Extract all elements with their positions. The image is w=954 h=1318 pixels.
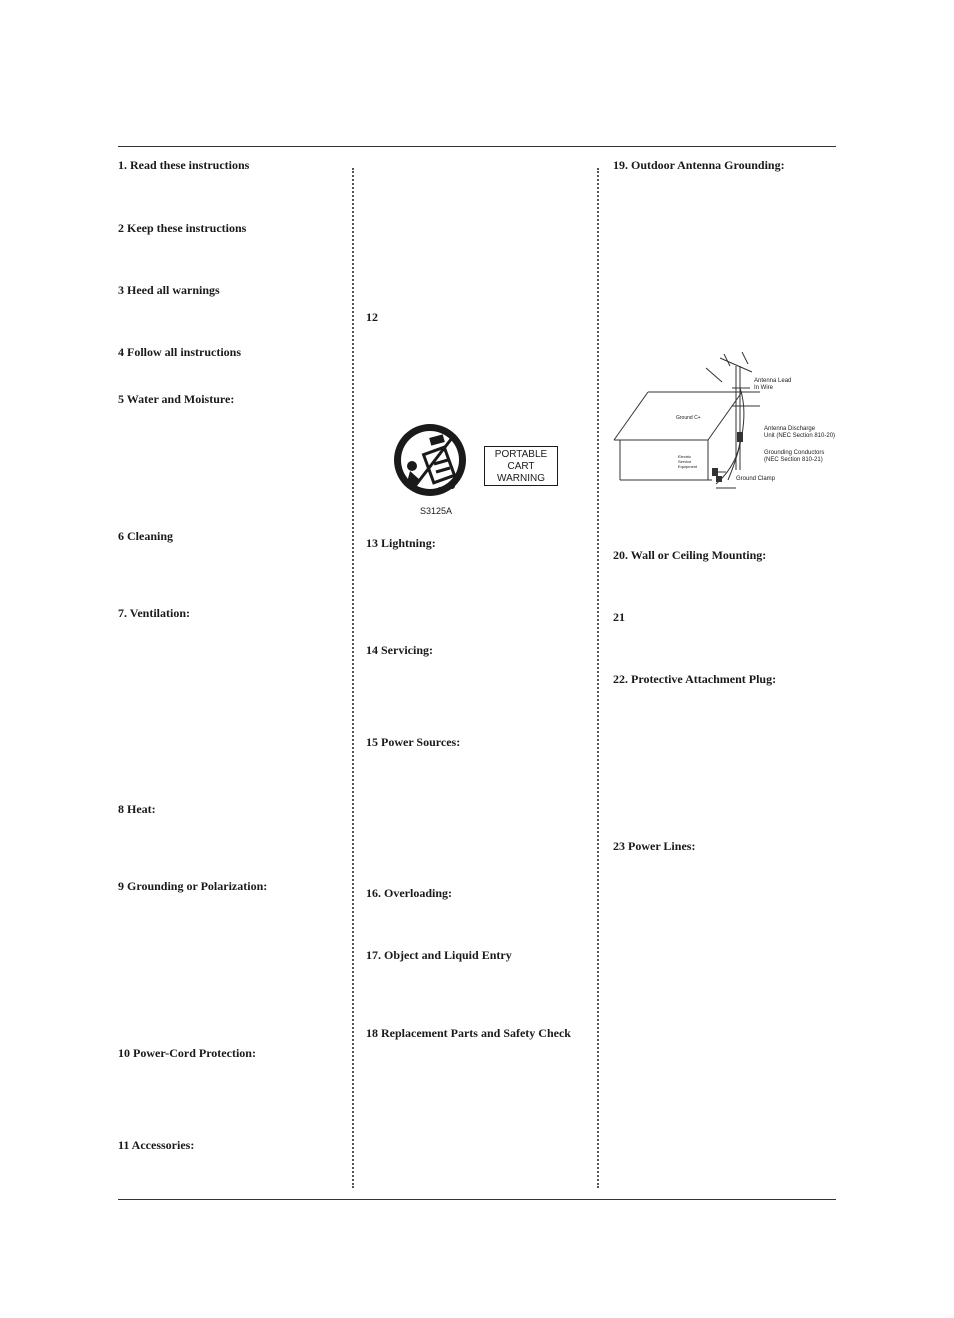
label-antenna-lead bbox=[754, 378, 791, 392]
label-ground-clamp: Ground Clamp bbox=[736, 476, 776, 482]
heading-outdoor-antenna-grounding: 19. Outdoor Antenna Grounding: bbox=[613, 158, 785, 172]
column-divider-2 bbox=[597, 168, 599, 1188]
heading-power-lines: 23 Power Lines: bbox=[613, 839, 696, 853]
label-discharge-unit bbox=[764, 426, 835, 440]
heading-cleaning: 6 Cleaning bbox=[118, 529, 174, 543]
antenna-grounding-diagram bbox=[612, 352, 838, 512]
label-conductors-2: (NEC Section 810-21) bbox=[764, 457, 823, 463]
heading-lightning: 13 Lightning: bbox=[366, 536, 436, 550]
heading-heed-warnings: 3 Heed all warnings bbox=[118, 283, 220, 297]
heading-heat: 8 Heat: bbox=[118, 802, 156, 816]
label-conductors-1: Grounding Conductors bbox=[764, 450, 825, 456]
heading-power-cord-protection: 10 Power-Cord Protection: bbox=[118, 1046, 256, 1060]
heading-wall-ceiling-mounting: 20. Wall or Ceiling Mounting: bbox=[613, 548, 767, 562]
label-ground: Ground C+ bbox=[676, 415, 701, 421]
heading-12: 12 bbox=[366, 310, 378, 324]
heading-replacement-parts: 18 Replacement Parts and Safety Check bbox=[366, 1026, 571, 1040]
heading-grounding-polarization: 9 Grounding or Polarization: bbox=[118, 879, 268, 893]
bottom-rule bbox=[118, 1199, 836, 1200]
label-electric-service bbox=[678, 454, 697, 469]
heading-protective-attachment-plug: 22. Protective Attachment Plug: bbox=[613, 672, 777, 686]
label-electric-3: Equipment bbox=[678, 464, 698, 469]
heading-read-instructions: 1. Read these instructions bbox=[118, 158, 250, 172]
cart-warning-figure bbox=[390, 420, 565, 520]
heading-servicing: 14 Servicing: bbox=[366, 643, 433, 657]
heading-follow-instructions: 4 Follow all instructions bbox=[118, 345, 242, 359]
heading-power-sources: 15 Power Sources: bbox=[366, 735, 461, 749]
cart-warning-box bbox=[484, 446, 558, 486]
heading-object-liquid-entry: 17. Object and Liquid Entry bbox=[366, 948, 512, 962]
column-divider-1 bbox=[352, 168, 354, 1188]
label-discharge-1: Antenna Discharge bbox=[764, 426, 816, 432]
heading-keep-instructions: 2 Keep these instructions bbox=[118, 221, 247, 235]
label-antenna-lead-2: In Wire bbox=[754, 385, 774, 391]
label-grounding-conductors bbox=[764, 450, 824, 464]
top-rule bbox=[118, 146, 836, 147]
label-antenna-lead-1: Antenna Lead bbox=[754, 378, 792, 384]
cart-warning-line3: WARNING bbox=[497, 473, 545, 484]
label-electric-2: Service bbox=[678, 459, 692, 464]
heading-accessories: 11 Accessories: bbox=[118, 1138, 195, 1152]
label-discharge-2: Unit (NEC Section 810-20) bbox=[764, 433, 836, 439]
cart-warning-code: S3125A bbox=[420, 506, 453, 516]
label-electric-1: Electric bbox=[678, 454, 692, 459]
cart-warning-line1: PORTABLE bbox=[494, 449, 548, 460]
cart-tipover-icon bbox=[392, 420, 472, 500]
heading-ventilation: 7. Ventilation: bbox=[118, 606, 191, 620]
heading-21: 21 bbox=[613, 610, 625, 624]
heading-water-moisture: 5 Water and Moisture: bbox=[118, 392, 235, 406]
heading-overloading: 16. Overloading: bbox=[366, 886, 452, 900]
cart-warning-line2: CART bbox=[507, 461, 535, 472]
